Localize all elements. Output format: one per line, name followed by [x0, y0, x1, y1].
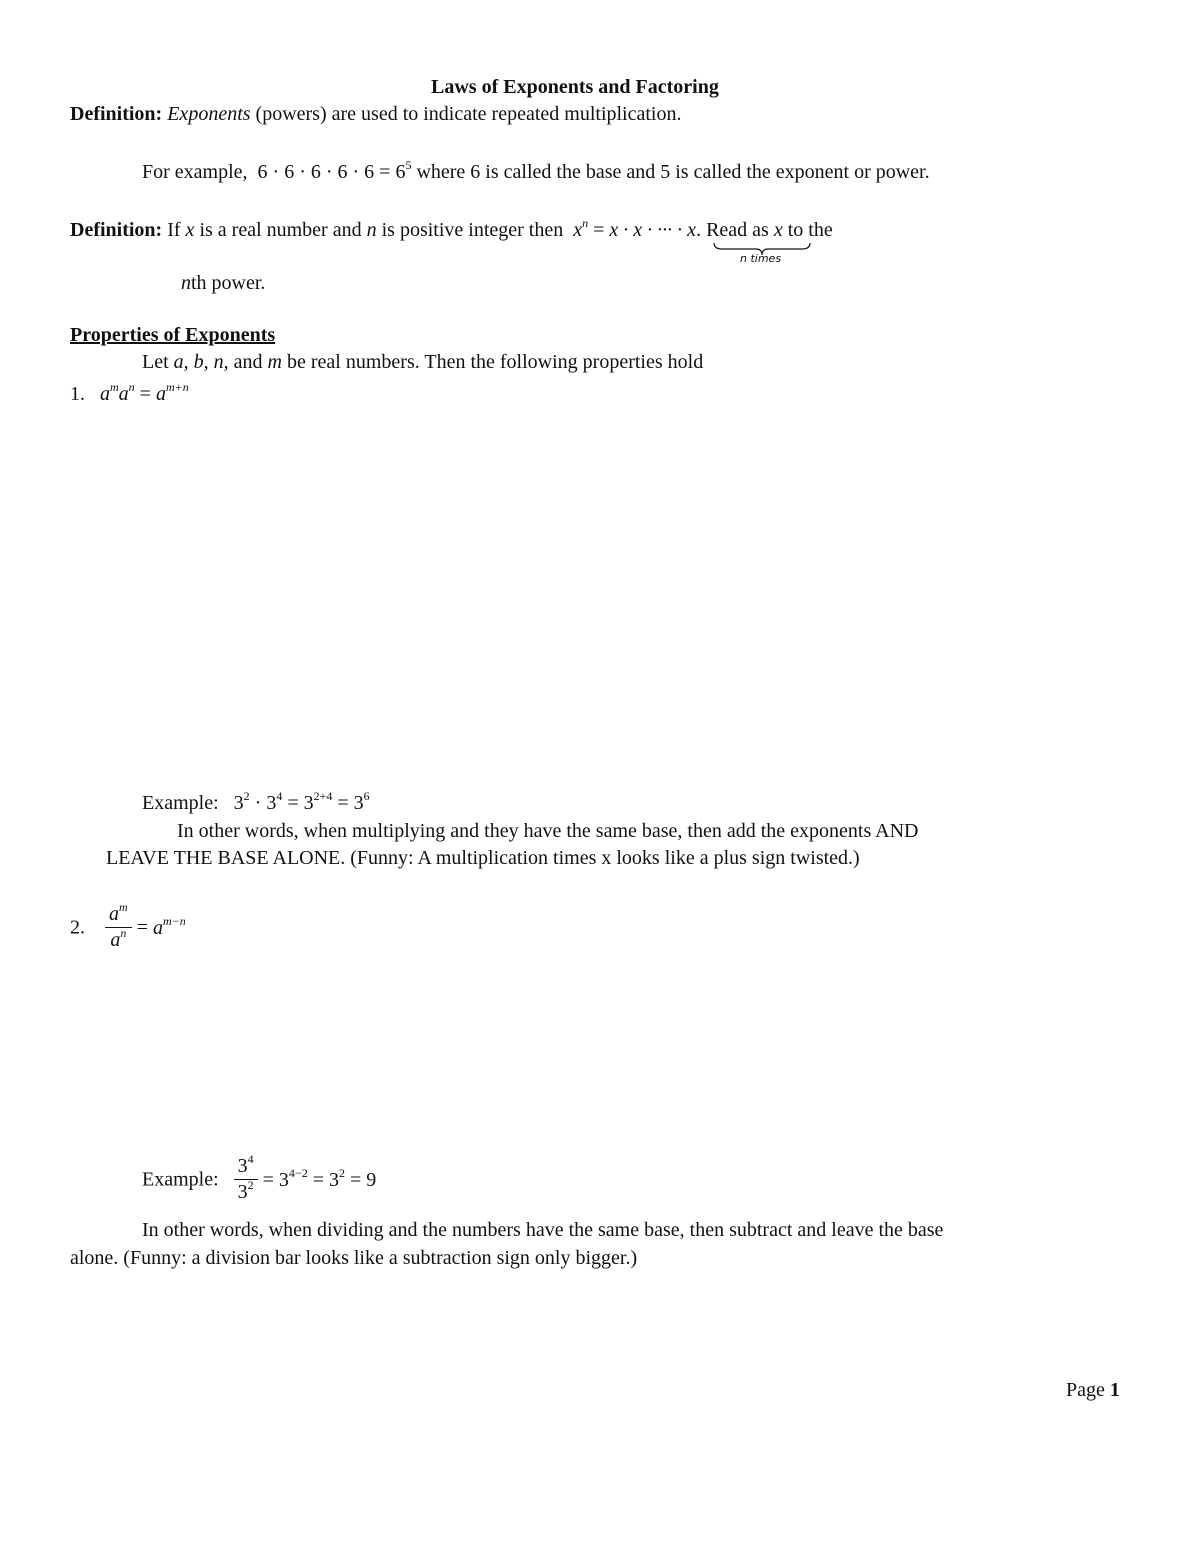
variable-x: x	[773, 219, 783, 241]
example-exponent: 2	[338, 1165, 345, 1180]
example-exponent: 2	[247, 1178, 254, 1192]
fraction-numerator	[105, 902, 132, 928]
example-exponent: 2	[243, 789, 250, 803]
definition-label: Definition:	[70, 219, 163, 241]
base-a: a	[109, 903, 119, 925]
page-label: Page	[1066, 1379, 1110, 1401]
exponent-n: n	[128, 380, 135, 394]
base-a: a	[155, 383, 166, 405]
base-a: a	[118, 383, 129, 405]
property-2-formula	[70, 902, 186, 953]
multiplication-dot: ·	[249, 792, 267, 814]
base-a: a	[152, 916, 163, 939]
equals-sign: =	[307, 1168, 329, 1191]
example-explanation: where 6 is called the base and 5 is called the exponent or power.	[411, 161, 930, 183]
exponent-sum: m+n	[165, 380, 189, 394]
example-expression: 6 · 6 · 6 · 6 · 6 = 6	[257, 161, 406, 183]
definition-text: If	[162, 219, 186, 241]
equals-sign: =	[332, 792, 354, 814]
variable-n: n	[366, 219, 377, 241]
example-result: = 9	[344, 1168, 377, 1191]
equals-sign: =	[131, 916, 153, 939]
definition-text: is positive integer then	[376, 219, 569, 241]
definition-text: . Read as	[696, 219, 774, 241]
definition-text: to the	[782, 219, 833, 241]
base-a: a	[100, 383, 110, 405]
properties-heading: Properties of Exponents	[70, 324, 276, 346]
example-label: Example:	[142, 792, 219, 814]
properties-intro	[142, 352, 703, 372]
power-exponent: n	[582, 216, 589, 230]
intro-text: be real numbers. Then the following properties hold	[282, 351, 704, 373]
page-number	[1066, 1380, 1120, 1400]
exponent-difference: m−n	[162, 913, 186, 928]
property-2-explanation-line-1: In other words, when dividing and the numbers have the same base, then subtract and leave the base	[142, 1219, 944, 1241]
exponent-n: n	[120, 926, 127, 940]
definition-text: (powers) are used to indicate repeated multiplication.	[250, 103, 682, 125]
example-base: 3	[266, 792, 277, 814]
example-lead: For example,	[142, 161, 248, 183]
power-base: x	[573, 219, 583, 241]
exponent-m: m	[110, 380, 119, 394]
definition-exponents	[70, 104, 681, 124]
repeated-product: x · x · ··· · x	[609, 219, 697, 241]
fraction-denominator	[105, 928, 132, 953]
example-label: Example:	[142, 1168, 219, 1191]
example-exponent: 4	[247, 1152, 254, 1166]
example-base: 3	[237, 1181, 248, 1203]
property-2-explanation-line-2: alone. (Funny: a division bar looks like a subtraction sign only bigger.)	[70, 1247, 638, 1269]
intro-variables: a, b, n,	[173, 351, 229, 373]
nth-power-text: th power.	[191, 272, 266, 294]
example-base: 3	[303, 792, 314, 814]
example-base: 3	[237, 1155, 248, 1177]
exponent-m: m	[119, 900, 128, 914]
page-number-value: 1	[1109, 1379, 1120, 1401]
fraction-denominator	[234, 1180, 258, 1205]
example-fraction	[234, 1154, 258, 1205]
example-exponent: 4	[276, 789, 283, 803]
example-exponent: 2+4	[313, 789, 333, 803]
property-1-formula	[70, 380, 189, 405]
page-title: Laws of Exponents and Factoring	[431, 76, 719, 98]
example-power-of-six	[142, 158, 930, 183]
example-exponent: 4−2	[288, 1165, 308, 1180]
underbrace-label: n times	[740, 252, 782, 265]
definition-text: is a real number and	[194, 219, 367, 241]
definition-term: Exponents	[167, 103, 251, 125]
variable-n: n	[181, 272, 191, 294]
property-number: 1.	[70, 383, 85, 405]
equals-sign: =	[588, 219, 610, 241]
property-1-explanation-line-2: LEAVE THE BASE ALONE. (Funny: A multiplication times x looks like a plus sign twisted.)	[106, 847, 860, 869]
equals-sign: =	[282, 792, 304, 814]
intro-text: and	[228, 351, 268, 373]
variable-x: x	[185, 219, 195, 241]
intro-text: Let	[142, 351, 174, 373]
variable-m: m	[267, 351, 282, 373]
example-base: 3	[278, 1168, 289, 1191]
definition-nth-power	[70, 216, 833, 241]
fraction	[105, 902, 132, 953]
example-exponent: 6	[363, 789, 370, 803]
equals-sign: =	[134, 383, 156, 405]
example-base: 3	[328, 1168, 339, 1191]
property-2-example	[142, 1154, 376, 1205]
nth-power-line	[181, 273, 265, 293]
definition-label: Definition:	[70, 103, 163, 125]
property-1-explanation-line-1: In other words, when multiplying and they have the same base, then add the exponents AND	[177, 820, 919, 842]
property-1-example	[142, 789, 370, 814]
example-exponent: 5	[405, 158, 412, 172]
base-a: a	[110, 929, 121, 951]
equals-sign: =	[257, 1168, 279, 1191]
property-number: 2.	[70, 916, 85, 939]
fraction-numerator	[234, 1154, 258, 1180]
example-base: 3	[233, 792, 244, 814]
example-base: 3	[353, 792, 364, 814]
